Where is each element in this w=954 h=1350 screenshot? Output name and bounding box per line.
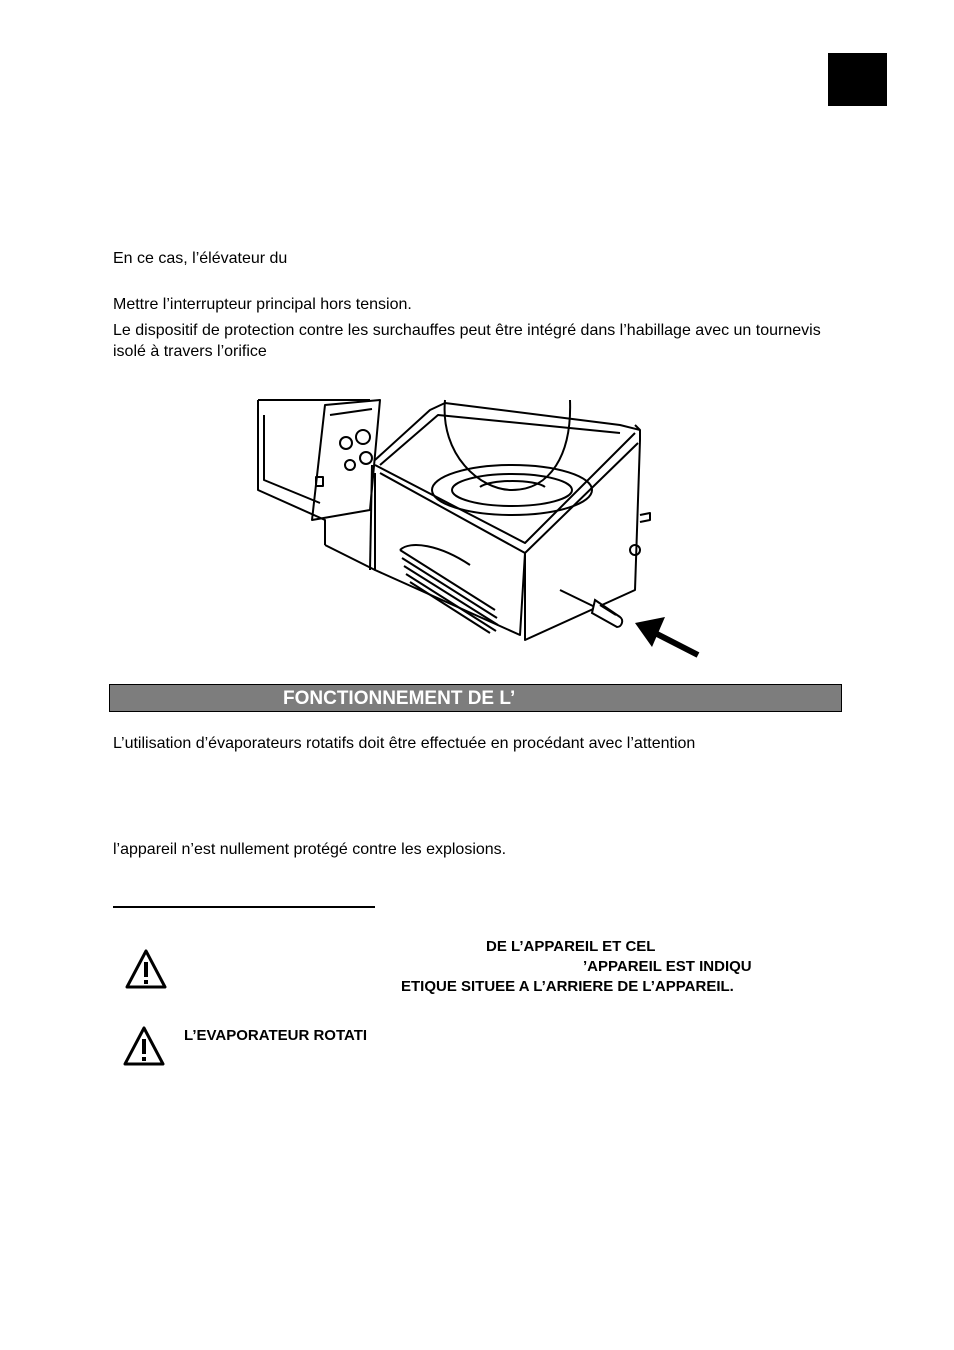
section-header (109, 684, 842, 712)
warning-text-line: ’APPAREIL EST INDIQU (583, 958, 752, 975)
page-tab-marker (828, 53, 887, 106)
warning-triangle-icon (124, 948, 168, 990)
body-text-line: En ce cas, l’élévateur du (113, 250, 288, 267)
underline-divider (113, 906, 375, 908)
warning-text-line: ETIQUE SITUEE A L’ARRIERE DE L’APPAREIL. (401, 978, 734, 995)
body-text-line: Mettre l’interrupteur principal hors tension. (113, 296, 412, 313)
section-title: FONCTIONNEMENT DE L’ (283, 688, 516, 709)
body-text-line: l’appareil n’est nullement protégé contre les explosions. (113, 841, 507, 858)
rotary-evaporator-bath-illustration (250, 395, 710, 665)
arrow-icon (635, 617, 698, 655)
screwdriver-icon (560, 590, 622, 627)
warning-text-line: L’EVAPORATEUR ROTATI (184, 1027, 368, 1044)
body-text-line: L’utilisation d’évaporateurs rotatifs doit être effectuée en procédant avec l’attention (113, 735, 696, 752)
warning-triangle-icon (122, 1025, 166, 1067)
warning-text-line: DE L’APPAREIL ET CEL (486, 938, 656, 955)
body-paragraph: Le dispositif de protection contre les surchauffes peut être intégré dans l’habillage avec un tournevis isolé à travers l’orifice (113, 322, 821, 360)
